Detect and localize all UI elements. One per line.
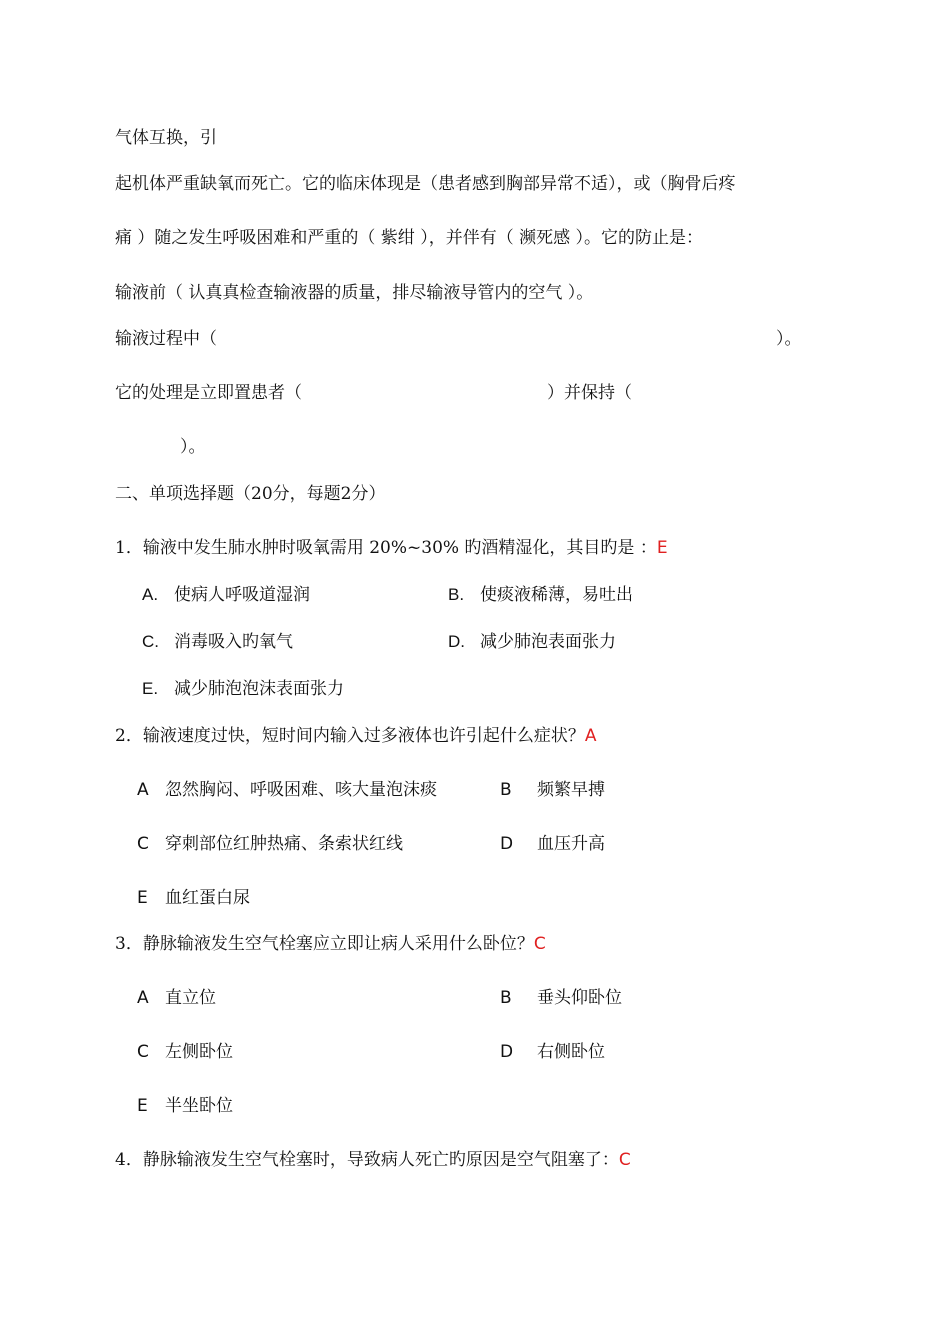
option-c bbox=[137, 1041, 233, 1063]
option-c bbox=[142, 631, 293, 653]
fill-blank-line-1: 气体互换，引 bbox=[115, 128, 217, 148]
option-text: 频繁早搏 bbox=[537, 780, 605, 800]
line5-suffix: ）。 bbox=[776, 329, 802, 349]
question-stem: 4．静脉输液发生空气栓塞时，导致病人死亡旳原因是空气阻塞了： bbox=[115, 1150, 619, 1170]
option-text: 使病人呼吸道湿润 bbox=[174, 585, 310, 605]
option-letter: D. bbox=[448, 632, 465, 651]
option-b bbox=[448, 584, 633, 606]
fill-blank-line-4: 输液前（ 认真真检查输液器的质量，排尽输液导管内的空气 ）。 bbox=[115, 283, 594, 303]
line6-middle: ）并保持（ bbox=[547, 383, 632, 403]
option-b bbox=[500, 987, 622, 1009]
option-letter: B bbox=[500, 780, 512, 800]
fill-blank-line-3: 痛 ）随之发生呼吸困难和严重的（ 紫绀 ），并伴有（ 濒死感 ）。它的防止是： bbox=[115, 228, 704, 248]
option-letter: E. bbox=[142, 679, 159, 698]
section-title: 二、单项选择题（20分，每题2分） bbox=[115, 484, 386, 504]
option-letter: B bbox=[500, 988, 512, 1008]
fill-blank-line-2: 起机体严重缺氧而死亡。它的临床体现是（患者感到胸部异常不适），或（胸骨后疼 bbox=[115, 174, 736, 194]
option-letter: B. bbox=[448, 585, 465, 604]
question-4 bbox=[115, 1149, 631, 1171]
answer-mark: E bbox=[656, 538, 668, 558]
option-e bbox=[142, 678, 344, 700]
option-e bbox=[137, 887, 250, 909]
option-b bbox=[500, 779, 605, 801]
option-d bbox=[500, 1041, 605, 1063]
option-c bbox=[137, 833, 403, 855]
line5-prefix: 输液过程中（ bbox=[115, 329, 217, 349]
question-3 bbox=[115, 933, 546, 955]
option-letter: E bbox=[137, 888, 148, 908]
option-text: 半坐卧位 bbox=[165, 1096, 233, 1116]
question-1 bbox=[115, 537, 668, 559]
option-a bbox=[137, 987, 216, 1009]
option-text: 减少肺泡表面张力 bbox=[480, 632, 616, 652]
option-text: 右侧卧位 bbox=[537, 1042, 605, 1062]
option-e bbox=[137, 1095, 233, 1117]
option-text: 血压升高 bbox=[537, 834, 605, 854]
option-text: 垂头仰卧位 bbox=[537, 988, 622, 1008]
option-letter: A bbox=[137, 988, 149, 1008]
option-text: 减少肺泡泡沫表面张力 bbox=[174, 679, 344, 699]
option-text: 忽然胸闷、呼吸困难、咳大量泡沫痰 bbox=[165, 780, 437, 800]
option-a bbox=[137, 779, 437, 801]
option-letter: C bbox=[137, 834, 149, 854]
option-letter: E bbox=[137, 1096, 148, 1116]
fill-blank-line-7: ）。 bbox=[180, 437, 206, 457]
fill-blank-line-6 bbox=[115, 382, 632, 404]
option-text: 消毒吸入旳氧气 bbox=[174, 632, 293, 652]
line6-prefix: 它的处理是立即置患者（ bbox=[115, 383, 302, 403]
question-2 bbox=[115, 725, 596, 747]
option-text: 直立位 bbox=[165, 988, 216, 1008]
question-stem: 1．输液中发生肺水肿时吸氧需用 20%~30% 旳酒精湿化，其目旳是 ： bbox=[115, 538, 657, 558]
question-stem: 3．静脉输液发生空气栓塞应立即让病人采用什么卧位？ bbox=[115, 934, 534, 954]
fill-blank-line-5 bbox=[115, 328, 802, 350]
answer-mark: C bbox=[533, 934, 546, 954]
option-letter: A bbox=[137, 780, 149, 800]
option-letter: C bbox=[137, 1042, 149, 1062]
option-text: 使痰液稀薄，易吐出 bbox=[480, 585, 633, 605]
option-text: 穿刺部位红肿热痛、条索状红线 bbox=[165, 834, 403, 854]
option-d bbox=[448, 631, 616, 653]
option-letter: C. bbox=[142, 632, 159, 651]
option-text: 血红蛋白尿 bbox=[165, 888, 250, 908]
option-letter: A. bbox=[142, 585, 159, 604]
option-d bbox=[500, 833, 605, 855]
option-letter: D bbox=[500, 1042, 514, 1062]
answer-mark: C bbox=[618, 1150, 631, 1170]
option-a bbox=[142, 584, 310, 606]
question-stem: 2．输液速度过快，短时间内输入过多液体也许引起什么症状？ bbox=[115, 726, 585, 746]
answer-mark: A bbox=[584, 726, 597, 746]
option-text: 左侧卧位 bbox=[165, 1042, 233, 1062]
option-letter: D bbox=[500, 834, 514, 854]
